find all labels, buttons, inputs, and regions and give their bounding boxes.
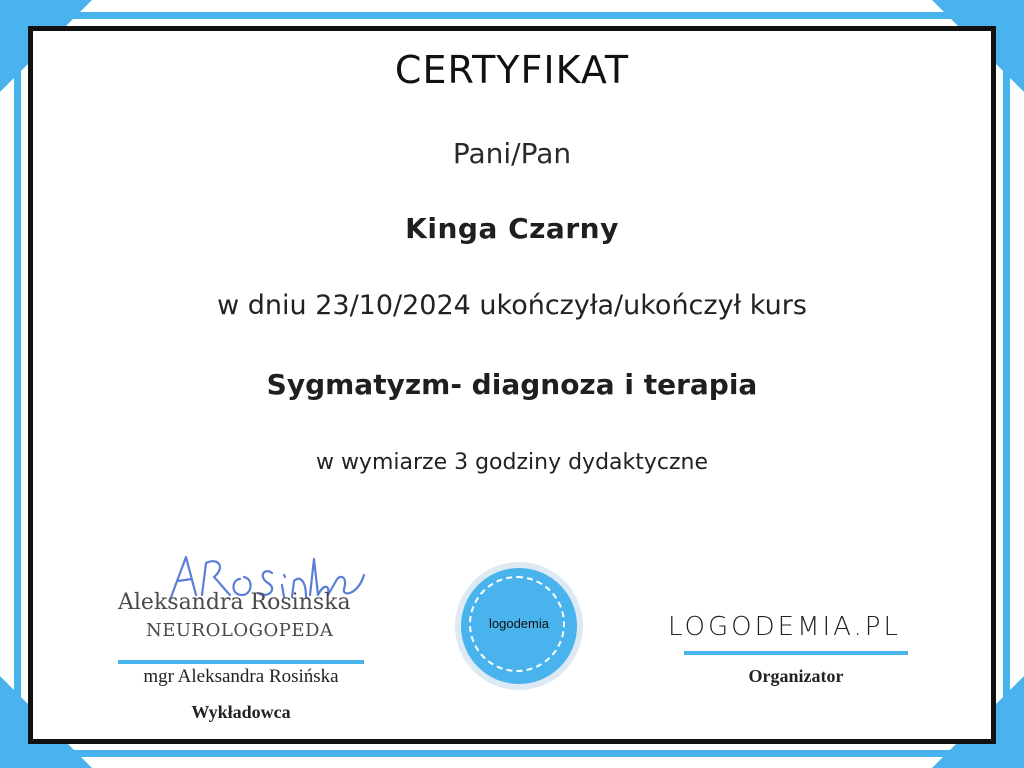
lecturer-name: mgr Aleksandra Rosińska xyxy=(143,666,339,687)
completion-statement: w dniu 23/10/2024 ukończyła/ukończył kurs xyxy=(217,290,807,321)
course-name: Sygmatyzm- diagnoza i terapia xyxy=(266,368,758,401)
salutation: Pani/Pan xyxy=(452,137,572,170)
lecturer-role: Wykładowca xyxy=(191,702,291,722)
certificate-title: CERTYFIKAT xyxy=(394,48,630,92)
organizer-logo: LOGODEMIA.PL xyxy=(668,612,901,642)
lecturer-signature-line xyxy=(118,660,364,664)
organizer-signature-line xyxy=(684,651,908,655)
logodemia-seal xyxy=(455,562,583,690)
stamp-role: NEUROLOGOPEDA xyxy=(146,620,334,641)
seal-text: logodemia xyxy=(489,616,549,631)
seal-inner-circle xyxy=(461,568,577,684)
recipient-name: Kinga Czarny xyxy=(405,212,619,245)
stamp-name: Aleksandra Rosinska xyxy=(118,590,351,615)
organizer-role: Organizator xyxy=(748,666,844,686)
course-hours: w wymiarze 3 godziny dydaktyczne xyxy=(315,450,709,475)
